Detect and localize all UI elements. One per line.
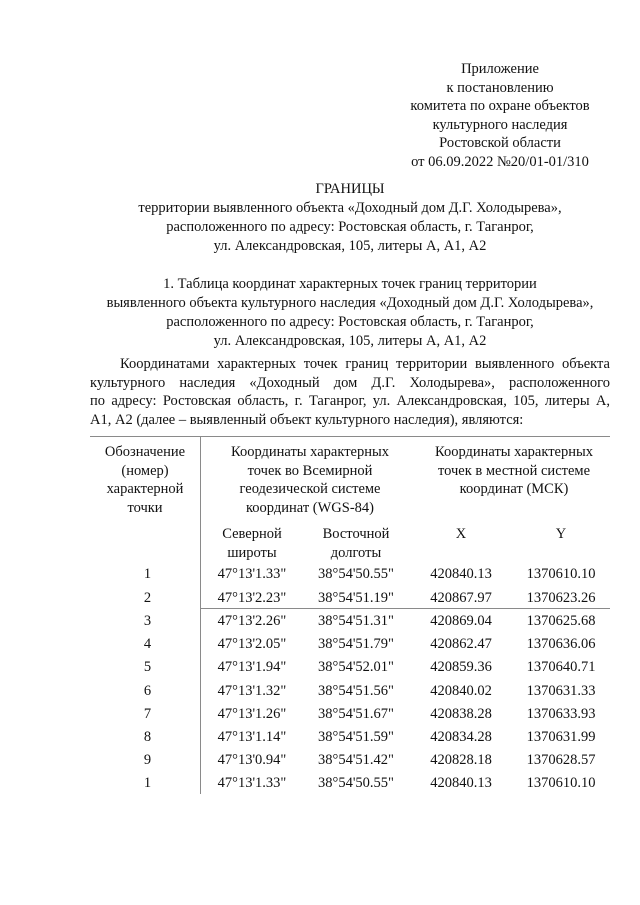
table-row: [90, 703, 610, 725]
coord-x: 420834.28: [430, 729, 492, 745]
table-row: [90, 680, 610, 702]
header-msk: [414, 443, 614, 499]
point-number: 9: [143, 752, 152, 768]
subheader-x: X: [455, 526, 467, 542]
point-number: 7: [143, 706, 152, 722]
header-point: [90, 443, 200, 517]
coord-y: 1370625.68: [526, 613, 596, 629]
east-longitude: 38°54'51.67": [318, 706, 394, 722]
caption-line: 1. Таблица координат характерных точек границ территории: [163, 276, 537, 292]
east-longitude: 38°54'52.01": [318, 659, 394, 675]
north-latitude: 47°13'2.26": [217, 613, 287, 629]
header-text: характерной: [106, 481, 184, 498]
coord-x: 420869.04: [430, 613, 492, 629]
point-number: 2: [143, 590, 152, 606]
coord-y: 1370610.10: [526, 775, 596, 791]
intro-paragraph: [90, 355, 610, 430]
east-longitude: 38°54'51.56": [318, 683, 394, 699]
north-latitude: 47°13'1.26": [217, 706, 287, 722]
table-row: [90, 772, 610, 794]
caption-line: ул. Александровская, 105, литеры А, А1, А2: [213, 333, 487, 349]
east-longitude: 38°54'51.31": [318, 613, 394, 629]
appendix-line: от 06.09.2022 №20/01-01/310: [411, 153, 589, 170]
paragraph-line: по адресу: Ростовская область, г. Таганрог, ул. Александровская, 105, литеры А,: [90, 393, 610, 410]
coord-x: 420828.18: [430, 752, 492, 768]
point-number: 6: [143, 683, 152, 699]
header-text: Координаты характерных: [435, 444, 593, 460]
subheader-text: долготы: [330, 544, 382, 561]
subheader-north: [202, 525, 302, 562]
title-line: территории выявленного объекта «Доходный дом Д.Г. Холодырева»,: [138, 200, 562, 216]
table-row: [90, 749, 610, 771]
coord-y: 1370631.99: [526, 729, 596, 745]
point-number: 3: [143, 613, 152, 629]
north-latitude: 47°13'1.33": [217, 775, 287, 791]
point-number: 1: [143, 566, 152, 582]
east-longitude: 38°54'51.19": [318, 590, 394, 606]
table-row: [90, 563, 610, 585]
appendix-line: к постановлению: [446, 79, 554, 96]
table-row: [90, 610, 610, 632]
east-longitude: 38°54'50.55": [318, 775, 394, 791]
title-line: расположенного по адресу: Ростовская область, г. Таганрог,: [166, 219, 534, 235]
subheader-text: Восточной: [322, 526, 390, 542]
north-latitude: 47°13'2.23": [217, 590, 287, 606]
coord-x: 420859.36: [430, 659, 492, 675]
paragraph-line: Координатами характерных точек границ территории выявленного объекта: [120, 356, 610, 372]
appendix-line: культурного наследия: [432, 116, 568, 133]
appendix-line: Ростовской области: [439, 135, 561, 152]
table-row: [90, 587, 610, 609]
header-text: геодезической системе: [239, 481, 381, 498]
coord-y: 1370636.06: [526, 636, 596, 652]
subheader-text: широты: [227, 544, 277, 561]
subheader-east: [306, 525, 406, 562]
paragraph-line: культурного наследия «Доходный дом Д.Г. Холодырева», расположенного: [90, 374, 610, 391]
north-latitude: 47°13'1.94": [217, 659, 287, 675]
table-row: [90, 726, 610, 748]
point-number: 8: [143, 729, 152, 745]
east-longitude: 38°54'51.42": [318, 752, 394, 768]
subheader-y: Y: [555, 526, 567, 542]
header-text: точки: [127, 499, 163, 516]
coord-y: 1370628.57: [526, 752, 596, 768]
paragraph-line: А1, А2 (далее – выявленный объект культурного наследия), являются:: [90, 412, 524, 429]
table-row: [90, 633, 610, 655]
point-number: 4: [143, 636, 152, 652]
coord-x: 420867.97: [430, 590, 492, 606]
header-wgs: [205, 443, 415, 517]
document-title: [60, 180, 640, 256]
header-text: координат (WGS-84): [246, 499, 374, 516]
north-latitude: 47°13'0.94": [217, 752, 287, 768]
north-latitude: 47°13'1.33": [217, 566, 287, 582]
coord-y: 1370610.10: [526, 566, 596, 582]
appendix-line: Приложение: [461, 61, 539, 77]
north-latitude: 47°13'1.32": [217, 683, 287, 699]
east-longitude: 38°54'50.55": [318, 566, 394, 582]
north-latitude: 47°13'2.05": [217, 636, 287, 652]
caption-line: расположенного по адресу: Ростовская область, г. Таганрог,: [166, 314, 534, 330]
coord-y: 1370633.93: [526, 706, 596, 722]
subheader-text: Северной: [222, 526, 282, 542]
table-row: [90, 656, 610, 678]
coord-x: 420840.13: [430, 775, 492, 791]
header-text: точек во Всемирной: [247, 462, 373, 479]
header-text: точек в местной системе: [437, 462, 591, 479]
appendix-block: [380, 60, 620, 172]
coord-y: 1370631.33: [526, 683, 596, 699]
coord-x: 420838.28: [430, 706, 492, 722]
title-line: ул. Александровская, 105, литеры А, А1, А2: [213, 238, 487, 254]
coord-y: 1370623.26: [526, 590, 596, 606]
table-caption: [60, 275, 640, 351]
east-longitude: 38°54'51.59": [318, 729, 394, 745]
coord-y: 1370640.71: [526, 659, 596, 675]
title-line: ГРАНИЦЫ: [315, 181, 385, 197]
appendix-line: комитета по охране объектов: [410, 98, 590, 115]
header-text: Обозначение: [104, 444, 186, 460]
header-text: (номер): [121, 462, 169, 479]
caption-line: выявленного объекта культурного наследия «Доходный дом Д.Г. Холодырева»,: [106, 295, 594, 311]
east-longitude: 38°54'51.79": [318, 636, 394, 652]
coord-x: 420840.13: [430, 566, 492, 582]
point-number: 1: [143, 775, 152, 791]
coord-x: 420862.47: [430, 636, 492, 652]
table-top-rule: [90, 436, 610, 437]
header-text: координат (МСК): [459, 481, 569, 498]
point-number: 5: [143, 659, 152, 675]
north-latitude: 47°13'1.14": [217, 729, 287, 745]
header-text: Координаты характерных: [231, 444, 389, 460]
coord-x: 420840.02: [430, 683, 492, 699]
